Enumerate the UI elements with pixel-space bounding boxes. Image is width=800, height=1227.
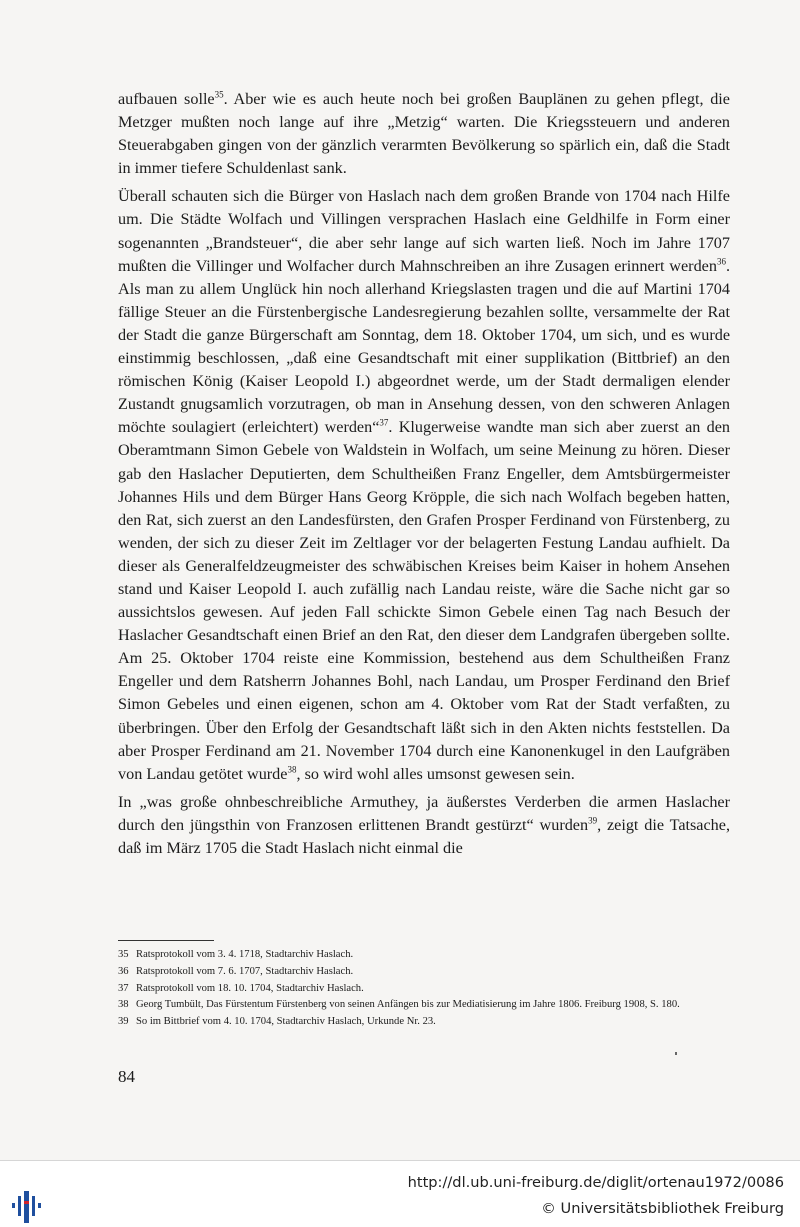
paragraph-3: In „was große ohnbeschreibliche Armuthey, ja äußerstes Verderben die armen Haslacher durch den jüngsthin von Franzosen erlittenen Brandt gestürzt“ wurden$^{39}$, zeigt die Tatsache, daß im März 1705 die Stadt Haslach nicht einmal die (118, 792, 731, 857)
footnote-number: 38 (118, 999, 129, 1011)
footnote-ref-35[interactable]: 35 (214, 89, 224, 100)
footnote-separator (118, 940, 214, 941)
paragraph-1: aufbauen solle$^{35}$. Aber wie es auch heute noch bei großen Bauplänen zu gehen pflegt, die Metzger mußten noch lange auf ihre „Metzig“ warten. Die Kriegssteuern und anderen Steuerabgaben gingen von der gänzlich verarmten Bevölkerung so spärlich ein, daß die Stadt in immer tiefere Schuldenlast sank. (118, 89, 730, 178)
permalink-url[interactable]: http://dl.ub.uni-freiburg.de/diglit/ortenau1972/0086 (407, 1174, 784, 1191)
footnotes (118, 947, 730, 1030)
footnote (118, 981, 730, 997)
footnote-ref-39[interactable]: 39 (588, 815, 598, 826)
footnote-number: 39 (118, 1016, 129, 1028)
footnote-text: Ratsprotokoll vom 18. 10. 1704, Stadtarchiv Haslach. (136, 982, 364, 994)
scan-speck (675, 1052, 677, 1055)
footnote (118, 1014, 730, 1030)
footnote-ref-36[interactable]: 36 (716, 256, 726, 267)
body-text (118, 88, 730, 860)
footnote (118, 947, 730, 963)
footnote-ref-37[interactable]: 37 (379, 417, 389, 428)
footnote-ref-38[interactable]: 38 (287, 764, 297, 775)
logo-graphic (12, 1179, 52, 1223)
copyright-notice: © Universitätsbibliothek Freiburg (541, 1200, 784, 1217)
footnote (118, 964, 730, 980)
footnote-number: 35 (118, 949, 129, 960)
footnote-number: 37 (118, 982, 129, 994)
footnote-text: So im Bittbrief vom 4. 10. 1704, Stadtarchiv Haslach, Urkunde Nr. 23. (136, 1016, 436, 1028)
paragraph-2: Überall schauten sich die Bürger von Haslach nach dem großen Brande von 1704 nach Hilfe um. Die Städte Wolfach und Villingen versprachen Haslach eine Geldhilfe in Form einer sogenannten „Brandsteuer“, die aber sehr lange auf sich warten ließ. Noch im Jahre 1707 mußten die Villinger und Wolfacher durch Mahnschreiben an ihre Zusagen erinnert werden$^{36}$. Als man zu allem Unglück hin noch allerhand Kriegslasten tragen und die auf Martini 1704 fällige Steuer an die Fürstenbergische Landesregierung bezahlen sollte, versammelte der Rat der Stadt die ganze Bürgerschaft am Sonntag, dem 18. Oktober 1704, um sich, und es wurde einstimmig beschlossen, „daß eine Gesandtschaft mit einer supplikation (Bittbrief) an den römischen König (Kaiser Leopold I.) abgeordnet werde, um der Stadt dermaligen elender Zustandt gnugsamlich vorzutragen, ob man in Ansehung dessen, von den schweren Anlagen möchte soulagiert (erleichtert) werden“$^{37}$. Klugerweise wandte man sich aber zuerst an den Oberamtmann Simon Gebele von Waldstein in Wolfach, um seine Meinung zu hören. Dieser gab den Haslacher Deputierten, dem Schultheißen Franz Engeller, dem Amtsbürgermeister Johannes Hils und dem Bürger Hans Georg Kröpple, die sich nach Wolfach begeben hatten, den Rat, sich zuerst an den Landesfürsten, den Grafen Prosper Ferdinand von Fürstenberg, zu wenden, der sich zu dieser Zeit im Zeltlager vor der belagerten Festung Landau aufhielt. Da dieser als Generalfeldzeugmeister des schwäbischen Kreises beim Kaiser in hohem Ansehen stand und Kaiser Leopold I. auch zufällig nach Landau reiste, wäre die Sache nicht gar so aussichtslos gewesen. Auf jeden Fall schickte Simon Gebele einen Tag nach Besuch der Haslacher Gesandtschaft einen Brief an den Rat, den dieser dem Landgrafen übergeben sollte. Am 25. Oktober 1704 reiste eine Kommission, bestehend aus dem Schultheißen Franz Engeller und dem Ratsherrn Johannes Bohl, nach Landau, um Prosper Ferdinand den Brief Simon Gebeles und einen eigenen, schon am 4. Oktober vom Rat der Stadt verfaßten, zu überbringen. Über den Erfolg der Gesandtschaft läßt sich in den Akten nichts feststellen. Da aber Prosper Ferdinand am 21. November 1704 durch eine Kanonenkugel in den Laufgräben von Landau getötet wurde$^{38}$, so wird wohl alles umsonst gewesen sein. (118, 187, 731, 783)
footnote-text: Ratsprotokoll vom 7. 6. 1707, Stadtarchiv Haslach. (136, 965, 354, 977)
footnote-text: Georg Tumbült, Das Fürstentum Fürstenberg von seinen Anfängen bis zur Mediatisierung im Jahre 1806. Freiburg 1908, S. 180. (136, 999, 680, 1011)
viewer-footer (0, 1160, 800, 1227)
footnote-number: 36 (118, 965, 129, 977)
footnote (118, 997, 730, 1013)
ub-freiburg-logo-icon[interactable] (12, 1179, 52, 1223)
page-number: 84 (118, 1067, 135, 1086)
footnote-text: Ratsprotokoll vom 3. 4. 1718, Stadtarchiv Haslach. (136, 949, 354, 960)
